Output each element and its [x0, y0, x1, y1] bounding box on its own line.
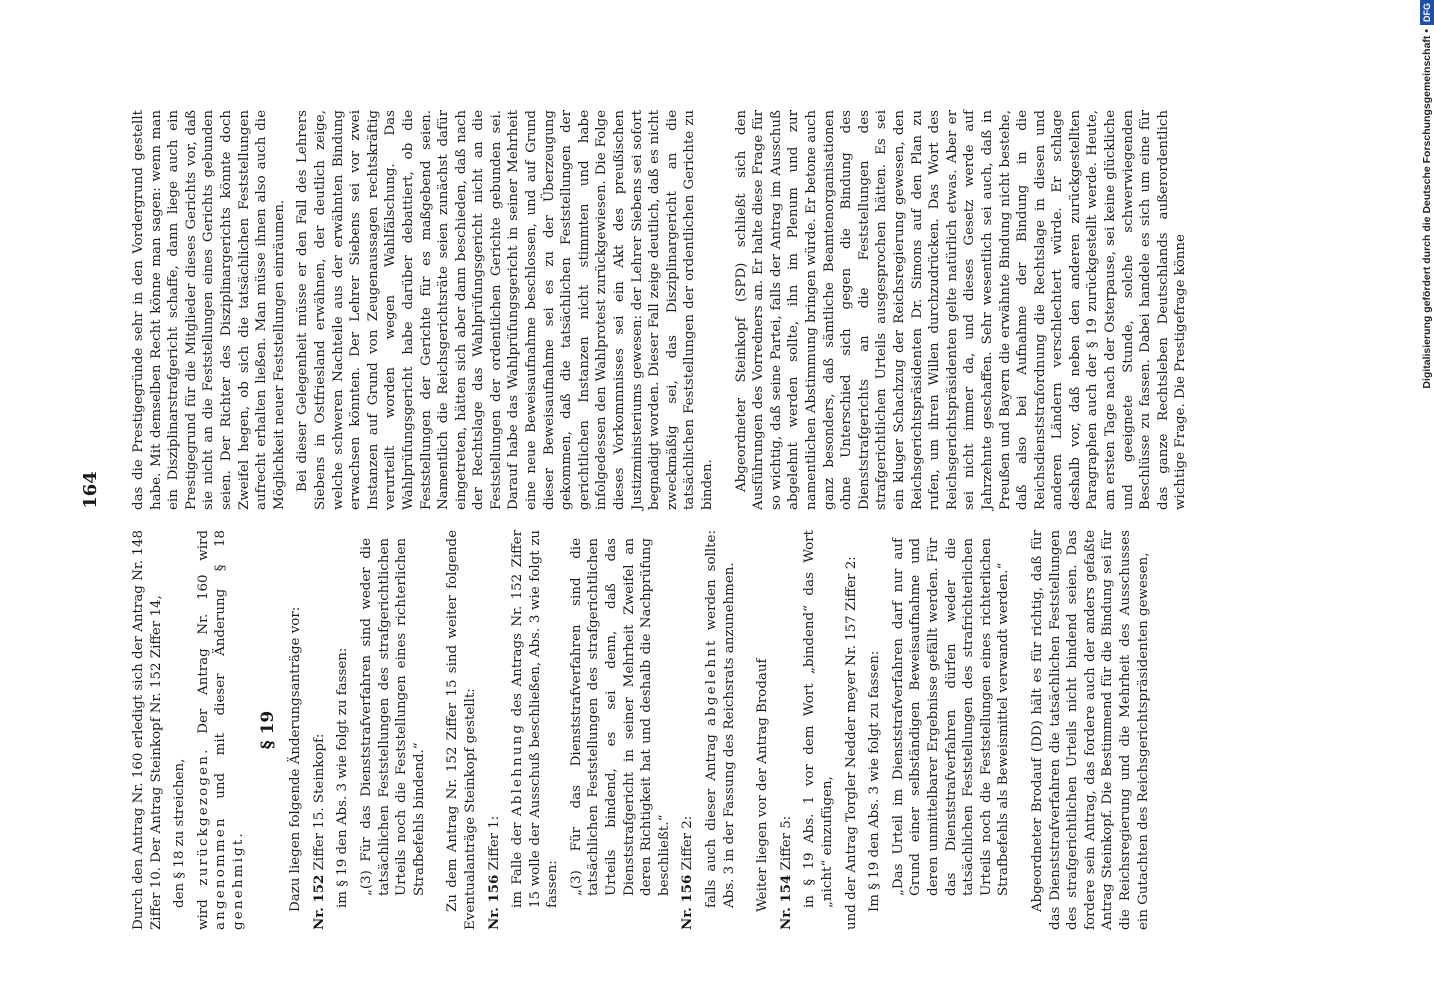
page-number: 164 — [80, 471, 101, 509]
paragraph: Durch den Antrag Nr. 160 erledigt sich der Antrag Nr. 148 Ziffer 10. Der Antrag Steinkopf Nr. 152 Ziffer 14, — [131, 530, 164, 930]
text-run: wird — [195, 899, 211, 930]
motion-entry — [486, 530, 504, 930]
spaced-text: genehmigt. — [230, 831, 246, 930]
spacer — [434, 530, 444, 930]
motion-text: Ziffer 15. Steinkopf: — [311, 733, 327, 871]
motion-number: Nr. 156 — [679, 874, 696, 930]
digitization-credit-sidebar — [1412, 0, 1434, 1000]
text-run: des Antrags Nr. 152 Ziffer 15 wolle der Ausschuß beschließen, Abs. 3 wie folgt zu fassen: — [510, 529, 561, 908]
text-run: Der Antrag Nr. 160 wird — [195, 530, 211, 734]
text-run: falls auch dieser Antrag — [704, 734, 720, 908]
paragraph: Zu dem Antrag Nr. 152 Ziffer 15 sind weiter folgende Eventualanträge Steinkopf gestellt: — [445, 530, 478, 930]
motion-text: Ziffer 5: — [778, 815, 794, 871]
right-column — [130, 110, 1196, 510]
quoted-text: „(3) Für das Dienststrafverfahren sind weder die tatsächlichen Feststellungen des strafgerichtlichen Urteils noch die Feststellungen eines richterlichen Strafbefehls bindend.“ — [358, 538, 427, 896]
motion-entry — [778, 530, 796, 930]
spaced-text: abgelehnt — [704, 638, 720, 727]
paragraph — [509, 530, 562, 930]
motion-text: Ziffer 1: — [486, 815, 502, 871]
text-run: werden sollte: Abs. 3 in der Fassung des Reichsrats anzunehmen. — [704, 530, 737, 908]
spaced-text: zurückgezogen. — [195, 747, 211, 886]
paragraph: Abgeordneter Steinkopf (SPD) schließt sich den Ausführungen des Vorredners an. Er halte diese Frage für so wichtig, daß seine Partei, falls der Antrag im Ausschuß abgelehnt werden sollte, ihn im Plenum und zur namentlichen Abstimmung bringen würde. Er betone auch ganz besonders, daß sämtliche Beamtenorganisationen ohne Unterschied sich gegen die Bindung des Dienststrafgerichts an die Feststellungen des strafgerichtlichen Urteils ausgesprochen hätten. Es sei ein kluger Schachzug der Reichsregierung gewesen, den Reichsgerichtspräsidenten Dr. Simons auf den Plan zu rufen, um ihren Willen durchzudrücken. Das Wort des Reichsgerichtspräsidenten gelte natürlich etwas. Aber er sei nicht immer da, und dieses Gesetz werde auf Jahrzehnte geschaffen. Sehr wesentlich sei auch, daß in Preußen und Bayern die erwähnte Bindung nicht bestehe, daß also bei Aufnahme der Bindung in die Reichsdienststrafordnung die Rechtslage in diesen und anderen Ländern verschlechtert würde. Er schlage deshalb vor, daß neben den anderen zurückgestellten Paragraphen auch der § 19 zurückgestellt werde. Heute, am ersten Tage nach der Osterpause, sei keine glückliche und geeignete Stunde, solche schwerwiegenden Beschlüsse zu fassen. Dabei handele es sich um eine für das ganze Rechtsleben Deutschlands außerordentlich wichtige Frage. Die Prestigefrage könne — [733, 110, 1189, 510]
digitization-credit — [1416, 0, 1434, 1000]
paragraph: den § 18 zu streichen, — [172, 758, 188, 908]
spacer — [1019, 530, 1029, 930]
motion-text: Ziffer 2: — [680, 815, 696, 871]
left-column — [130, 530, 1158, 930]
paragraph: das die Prestigegründe sehr in den Vordergrund gestellt habe. Mit demselben Recht könne man sagen: wenn man ein Disziplinarstrafgericht schaffe, dann liege auch ein Prestigegrund für die Mitglieder dieses Gerichts vor, daß sie nicht an die Feststellungen eines Gerichts gebunden seien. Der Richter des Disziplinargerichts könnte doch Zweifel hegen, ob sich die tatsächlichen Feststellungen aufrecht erhalten ließen. Man müsse ihnen also auch die Möglichkeit neuer Feststellungen einräumen. — [131, 110, 287, 510]
paragraph: in § 19 Abs. 1 vor dem Wort „bindend“ das Wort „nicht“ einzufügen, — [802, 530, 835, 908]
paragraph: Dazu liegen folgende Änderungsanträge vor: — [288, 606, 304, 912]
paragraph: Weiter liegen vor der Antrag Brodauf — [755, 658, 771, 912]
motion-number: Nr. 156 — [485, 874, 502, 930]
paragraph: im § 19 den Abs. 3 wie folgt zu fassen: — [335, 647, 351, 908]
quoted-text: „Das Urteil im Dienststrafverfahren darf nur auf Grund einer selbständigen Beweisaufnahme und deren unmittelbarer Ergebnisse gefällt werden. Für das Dienststrafverfahren dürfen weder die tatsächlichen Feststellungen des strafrichterlichen Urteils noch die Feststellungen eines richterlichen Strafbefehls als Beweismittel verwandt werden.“ — [890, 538, 1012, 896]
spaced-text: angenommen — [213, 816, 229, 930]
paragraph: Im § 19 den Abs. 3 wie folgt zu fassen: — [867, 650, 883, 912]
text-run: und mit dieser Änderung § 18 — [213, 530, 229, 799]
quoted-text: „(3) Für das Dienststrafverfahren sind die tatsächlichen Feststellungen des strafgerichtlichen Urteils bindend, es sei denn, daß das Dienststrafgericht in seiner Mehrheit Zweifel an deren Richtigkeit hat und deshalb die Nachprüfung beschließt.“ — [568, 538, 672, 896]
text-run: im Falle der — [510, 822, 526, 908]
credit-text: Digitalisierung gefördert durch die Deutsche Forschungsgemeinschaft • — [1421, 29, 1433, 389]
paragraph: und der Antrag Torgler Nedder meyer Nr. 157 Ziffer 2: — [843, 556, 859, 930]
paragraph: Abgeordneter Brodauf (DD) hält es für richtig, daß für das Dienststrafverfahren die tatsächlichen Feststellungen des strafgerichtlichen Urteils nicht bindend seien. Das fordere sein Antrag, das fordere auch der anders gefaßte Antrag Steinkopf. Die Bestimmend für die Bindung sei für die Reichsregierung und die Mehrheit des Ausschusses ein Gutachten des Reichsgerichtspräsidenten gewesen, — [1029, 530, 1151, 930]
paragraph: Bei dieser Gelegenheit müsse er den Fall des Lehrers Siebens in Ostfriesland erwähnen, der deutlich zeige, welche schweren Nachteile aus der erwähnten Bindung erwachsen könnten. Der Lehrer Siebens sei vor zwei Instanzen auf Grund von Zeugenaussagen rechtskräftig verurteilt worden wegen Wahlfälschung. Das Wahlprüfungsgericht habe darüber debattiert, ob die Feststellungen der Gerichte für es maßgebend seien. Namentlich die Reichsgerichtsräte seien zunächst dafür eingetreten, hätten sich aber dann beschieden, daß nach der Rechtslage das Wahlprüfungsgericht nicht an die Feststellungen der ordentlichen Gerichte gebunden sei. Darauf habe das Wahlprüfungsgericht in seiner Mehrheit eine neue Beweisaufnahme beschlossen, und auf Grund dieser Beweisaufnahme sei es zu der Überzeugung gekommen, daß die tatsächlichen Feststellungen der gerichtlichen Instanzen nicht stimmten und habe infolgedessen den Wahlprotest zurückgewiesen. Die Folge dieses Vorkommnisses sei ein Akt des preußischen Justizministeriums gewesen: der Lehrer Siebens sei sofort begnadigt worden. Dieser Fall zeige deutlich, daß es nicht zweckmäßig sei, das Disziplinargericht an die tatsächlichen Feststellungen der ordentlichen Gerichte zu binden. — [295, 110, 715, 510]
dfg-logo: DFG — [1420, 0, 1434, 25]
motion-entry — [311, 530, 329, 930]
motion-entry — [679, 530, 697, 930]
paragraph — [195, 530, 248, 930]
motion-number: Nr. 152 — [310, 874, 327, 930]
section-heading: § 19 — [257, 710, 278, 750]
paragraph — [703, 530, 738, 930]
motion-number: Nr. 154 — [777, 874, 794, 930]
spacer — [744, 530, 754, 930]
spaced-text: Ablehnung — [510, 722, 526, 817]
spacer — [723, 110, 733, 510]
